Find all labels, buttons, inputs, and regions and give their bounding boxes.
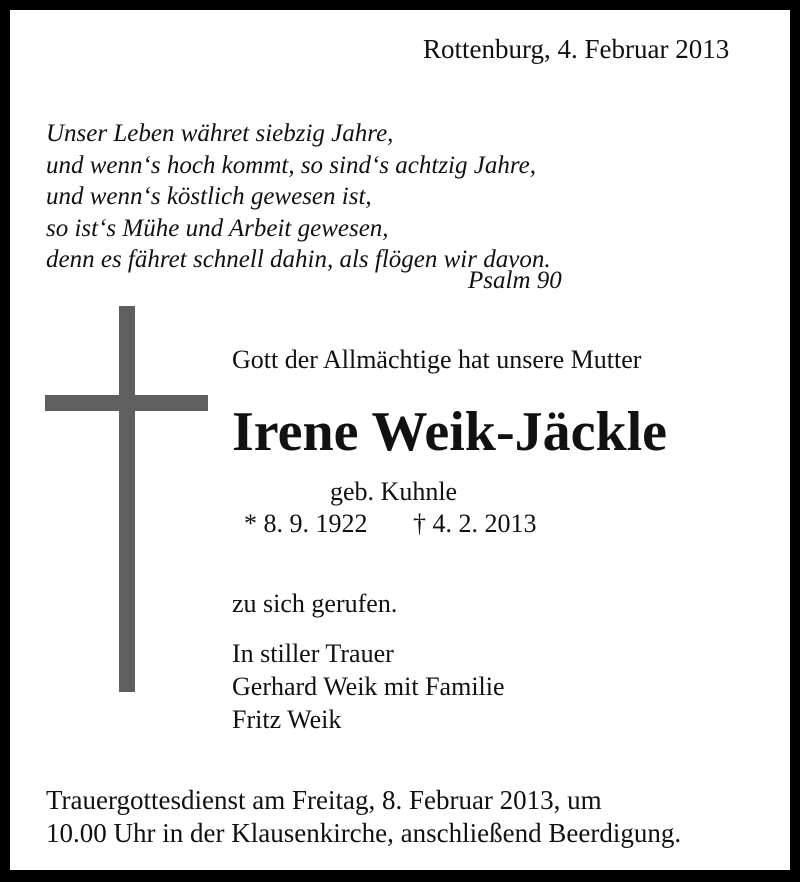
birth-date: * 8. 9. 1922 xyxy=(244,509,368,538)
verse-line: und wenn‘s hoch kommt, so sind‘s achtzig Jahre, xyxy=(46,151,536,179)
death-date: † 4. 2. 2013 xyxy=(413,509,537,538)
cross-vertical-bar xyxy=(119,306,135,692)
service-line: Trauergottesdienst am Freitag, 8. Februar 2013, um xyxy=(46,785,602,815)
service-line: 10.00 Uhr in der Klausenkirche, anschließend Beerdigung. xyxy=(46,818,682,848)
mourner-line: Gerhard Weik mit Familie xyxy=(232,672,505,701)
mourner-line: Fritz Weik xyxy=(232,705,342,734)
cross-horizontal-bar xyxy=(45,395,208,411)
verse-line: denn es fähret schnell dahin, als flögen wir davon. xyxy=(46,246,551,273)
verse-line: Unser Leben währet siebzig Jahre, xyxy=(46,120,394,147)
birth-name: geb. Kuhnle xyxy=(330,477,458,506)
place-date: Rottenburg, 4. Februar 2013 xyxy=(423,34,730,64)
verse-line: so ist‘s Mühe und Arbeit gewesen, xyxy=(46,214,389,242)
bible-verse xyxy=(46,118,551,276)
verse-source: Psalm 90 xyxy=(468,267,562,294)
deceased-name: Irene Weik-Jäckle xyxy=(232,401,668,463)
funeral-service-info xyxy=(46,784,681,850)
mourner-line: In stiller Trauer xyxy=(232,639,394,668)
intro-text: Gott der Allmächtige hat unsere Mutter xyxy=(232,345,642,374)
mourners-block xyxy=(232,637,505,736)
called-text: zu sich gerufen. xyxy=(232,589,398,618)
verse-line: und wenn‘s köstlich gewesen ist, xyxy=(46,183,372,210)
